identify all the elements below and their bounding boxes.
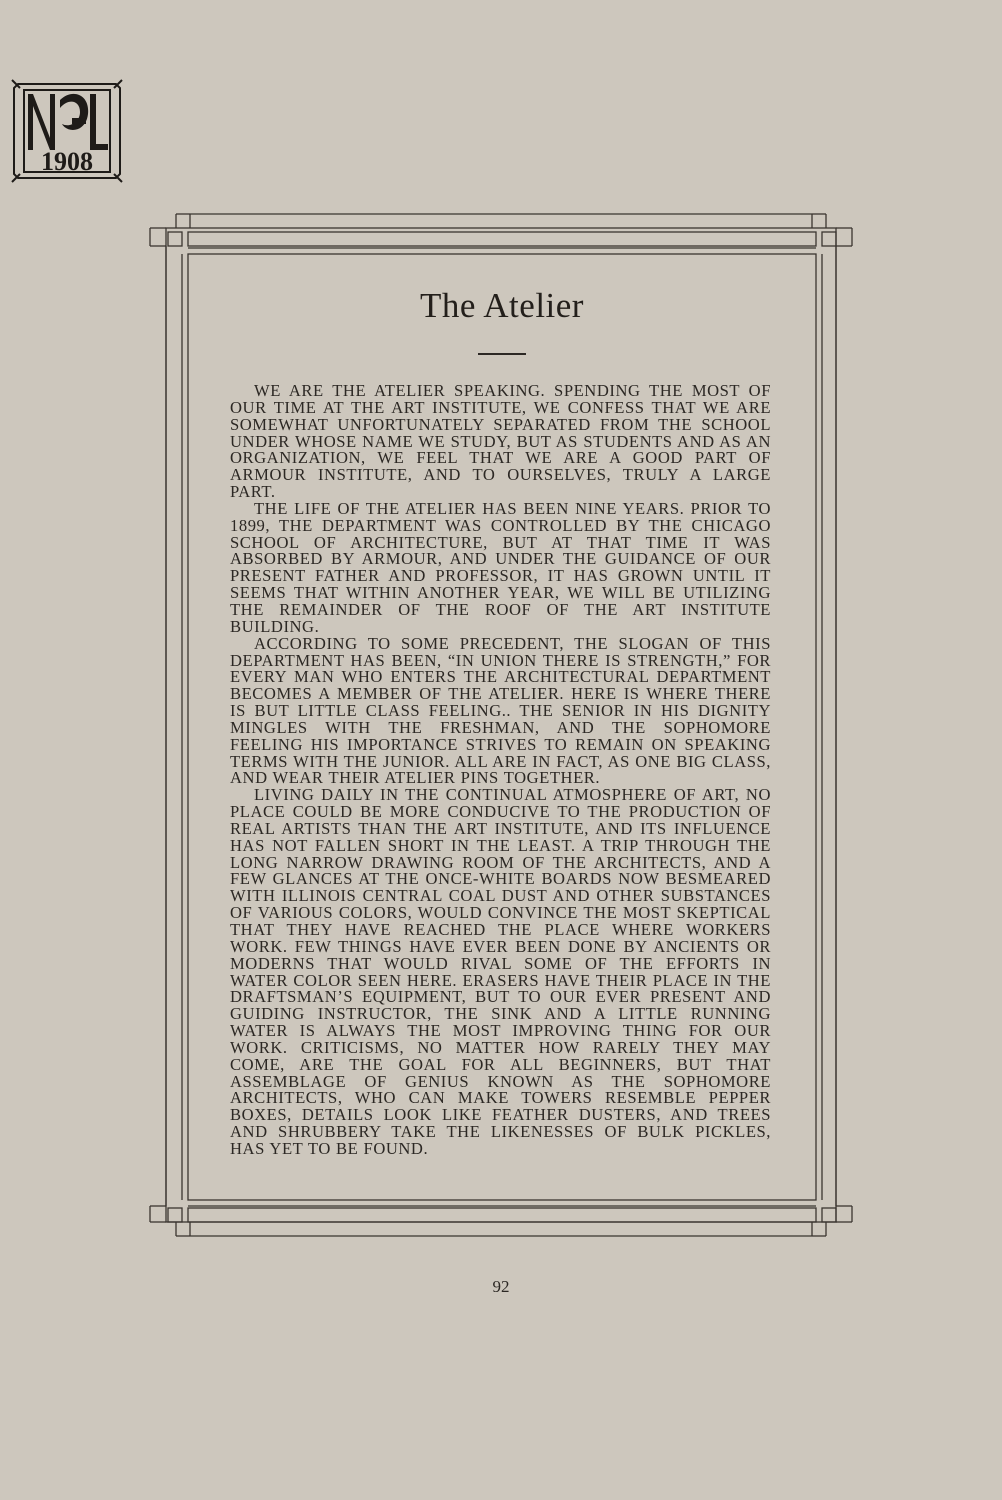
article-body bbox=[230, 383, 771, 1158]
title-underline bbox=[478, 353, 526, 355]
monogram-emblem bbox=[10, 78, 124, 184]
page-title: The Atelier bbox=[420, 286, 584, 325]
article-paragraph: ACCORDING TO SOME PRECEDENT, THE SLOGAN OF THIS DEPARTMENT HAS BEEN, “IN UNION THERE IS STRENGTH,” FOR EVERY MAN WHO ENTERS THE ARCHITECTURAL DEPARTMENT BECOMES A MEMBER OF THE ATELIER. HERE IS WHERE THERE IS BUT LITTLE CLASS FEELING.. THE SENIOR IN HIS DIGNITY MINGLES WITH THE FRESHMAN, AND THE SOPHOMORE FEELING HIS IMPORTANCE STRIVES TO REMAIN ON SPEAKING TERMS WITH THE JUNIOR. ALL ARE IN FACT, AS ONE BIG CLASS, AND WEAR THEIR ATELIER PINS TOGETHER. bbox=[230, 633, 771, 788]
article-paragraph: LIVING DAILY IN THE CONTINUAL ATMOSPHERE OF ART, NO PLACE COULD BE MORE CONDUCIVE TO THE PRODUCTION OF REAL ARTISTS THAN THE ART INSTITUTE, AND ITS INFLUENCE HAS NOT FALLEN SHORT IN THE LEAST. A TRIP THROUGH THE LONG NARROW DRAWING ROOM OF THE ARCHITECTS, AND A FEW GLANCES AT THE ONCE-WHITE BOARDS NOW BESMEARED WITH ILLINOIS CENTRAL COAL DUST AND OTHER SUBSTANCES OF VARIOUS COLORS, WOULD CONVINCE THE MOST SKEPTICAL THAT THEY HAVE REACHED THE PLACE WHERE WORKERS WORK. FEW THINGS HAVE EVER BEEN DONE BY ANCIENTS OR MODERNS THAT WOULD RIVAL SOME OF THE EFFORTS IN WATER COLOR SEEN HERE. ERASERS HAVE THEIR PLACE IN THE DRAFTSMAN’S EQUIPMENT, BUT TO OUR EVER PRESENT AND GUIDING INSTRUCTOR, THE SINK AND A LITTLE RUNNING WATER IS ALWAYS THE MOST IMPROVING THING FOR OUR WORK. CRITICISMS, NO MATTER HOW RARELY THEY MAY COME, ARE THE GOAL FOR ALL BEGINNERS, BUT THAT ASSEMBLAGE OF GENIUS KNOWN AS THE SOPHOMORE ARCHITECTS, WHO CAN MAKE TOWERS RESEMBLE PEPPER BOXES, DETAILS LOOK LIKE FEATHER DUSTERS, AND TREES AND SHRUBBERY TAKE THE LIKENESSES OF BULK PICKLES, HAS YET TO BE FOUND. bbox=[230, 785, 771, 1158]
article-paragraph: WE ARE THE ATELIER SPEAKING. SPENDING THE MOST OF OUR TIME AT THE ART INSTITUTE, WE CONFESS THAT WE ARE SOMEWHAT UNFORTUNATELY SEPARATED FROM THE SCHOOL UNDER WHOSE NAME WE STUDY, BUT AS STUDENTS AND AS AN ORGANIZATION, WE FEEL THAT WE ARE A GOOD PART OF ARMOUR INSTITUTE, AND TO OURSELVES, TRULY A LARGE PART. bbox=[230, 381, 771, 502]
monogram-year: 1908 bbox=[41, 147, 93, 176]
article-paragraph: THE LIFE OF THE ATELIER HAS BEEN NINE YEARS. PRIOR TO 1899, THE DEPARTMENT WAS CONTROLLED BY THE CHICAGO SCHOOL OF ARCHITECTURE, BUT AT THAT TIME IT WAS ABSORBED BY ARMOUR, AND UNDER THE GUIDANCE OF OUR PRESENT FATHER AND PROFESSOR, IT HAS GROWN UNTIL IT SEEMS THAT WITHIN ANOTHER YEAR, WE WILL BE UTILIZING THE REMAINDER OF THE ROOF OF THE ART INSTITUTE BUILDING. bbox=[230, 498, 771, 636]
page-number: 92 bbox=[492, 1277, 510, 1296]
